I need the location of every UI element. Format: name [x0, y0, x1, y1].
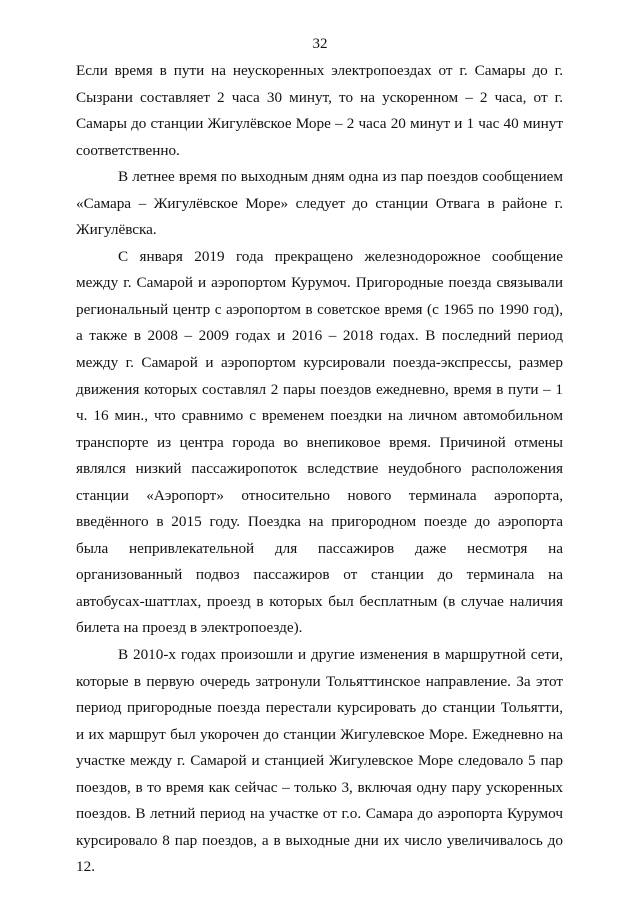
paragraph-airport-service: С января 2019 года прекращено железнодорожное сообщение между г. Самарой и аэропортом Курумоч. Пригородные поезда связывали региональный центр с аэропортом в советское время (с 1965 по 1990 год), а также в 2008 – 2009 годах и 2016 – 2018 годах. В последний период между г. Самарой и аэропортом курсировали поезда-экспрессы, размер движения которых составлял 2 пары поездов ежедневно, время в пути – 1 ч. 16 мин., что сравнимо с временем поездки на личном автомобильном транспорте из центра города во внепиковое время. Причиной отмены являлся низкий пассажиропоток вследствие неудобного расположения станции «Аэропорт» относительно нового терминала аэропорта, введённого в 2015 году. Поездка на пригородном поезде до аэропорта была непривлекательной для пассажиров даже несмотря на организованный подвоз пассажиров от станции до терминала на автобусах-шаттлах, проезд в которых был бесплатным (в случае наличия билета на проезд в электропоезде).: [76, 247, 563, 637]
paragraph-summer-trains: В летнее время по выходным дням одна из пар поездов сообщением «Самара – Жигулёвское Море» следует до станции Отвага в районе г. Жигулёвска.: [76, 168, 563, 239]
paragraph-travel-time: Если время в пути на неускоренных электропоездах от г. Самары до г. Сызрани составляет 2 часа 30 минут, то на ускоренном – 2 часа, от г. Самары до станции Жигулёвское Море – 2 часа 20 минут и 1 час 40 минут соответственно.: [76, 62, 563, 159]
document-body: [76, 58, 563, 881]
page-number: 32: [312, 36, 328, 52]
paragraph-route-changes: В 2010-х годах произошли и другие изменения в маршрутной сети, которые в первую очередь затронули Тольяттинское направление. За этот период пригородные поезда перестали курсировать до станции Тольятти, и их маршрут был укорочен до станции Жигулевское Море. Ежедневно на участке между г. Самарой и станцией Жигулевское Море следовало 5 пар поездов, в то время как сейчас – только 3, включая одну пару ускоренных поездов. В летний период на участке от г.о. Самара до аэропорта Курумоч курсировало 8 пар поездов, а в выходные дни их число увеличивалось до 12.: [76, 646, 563, 876]
